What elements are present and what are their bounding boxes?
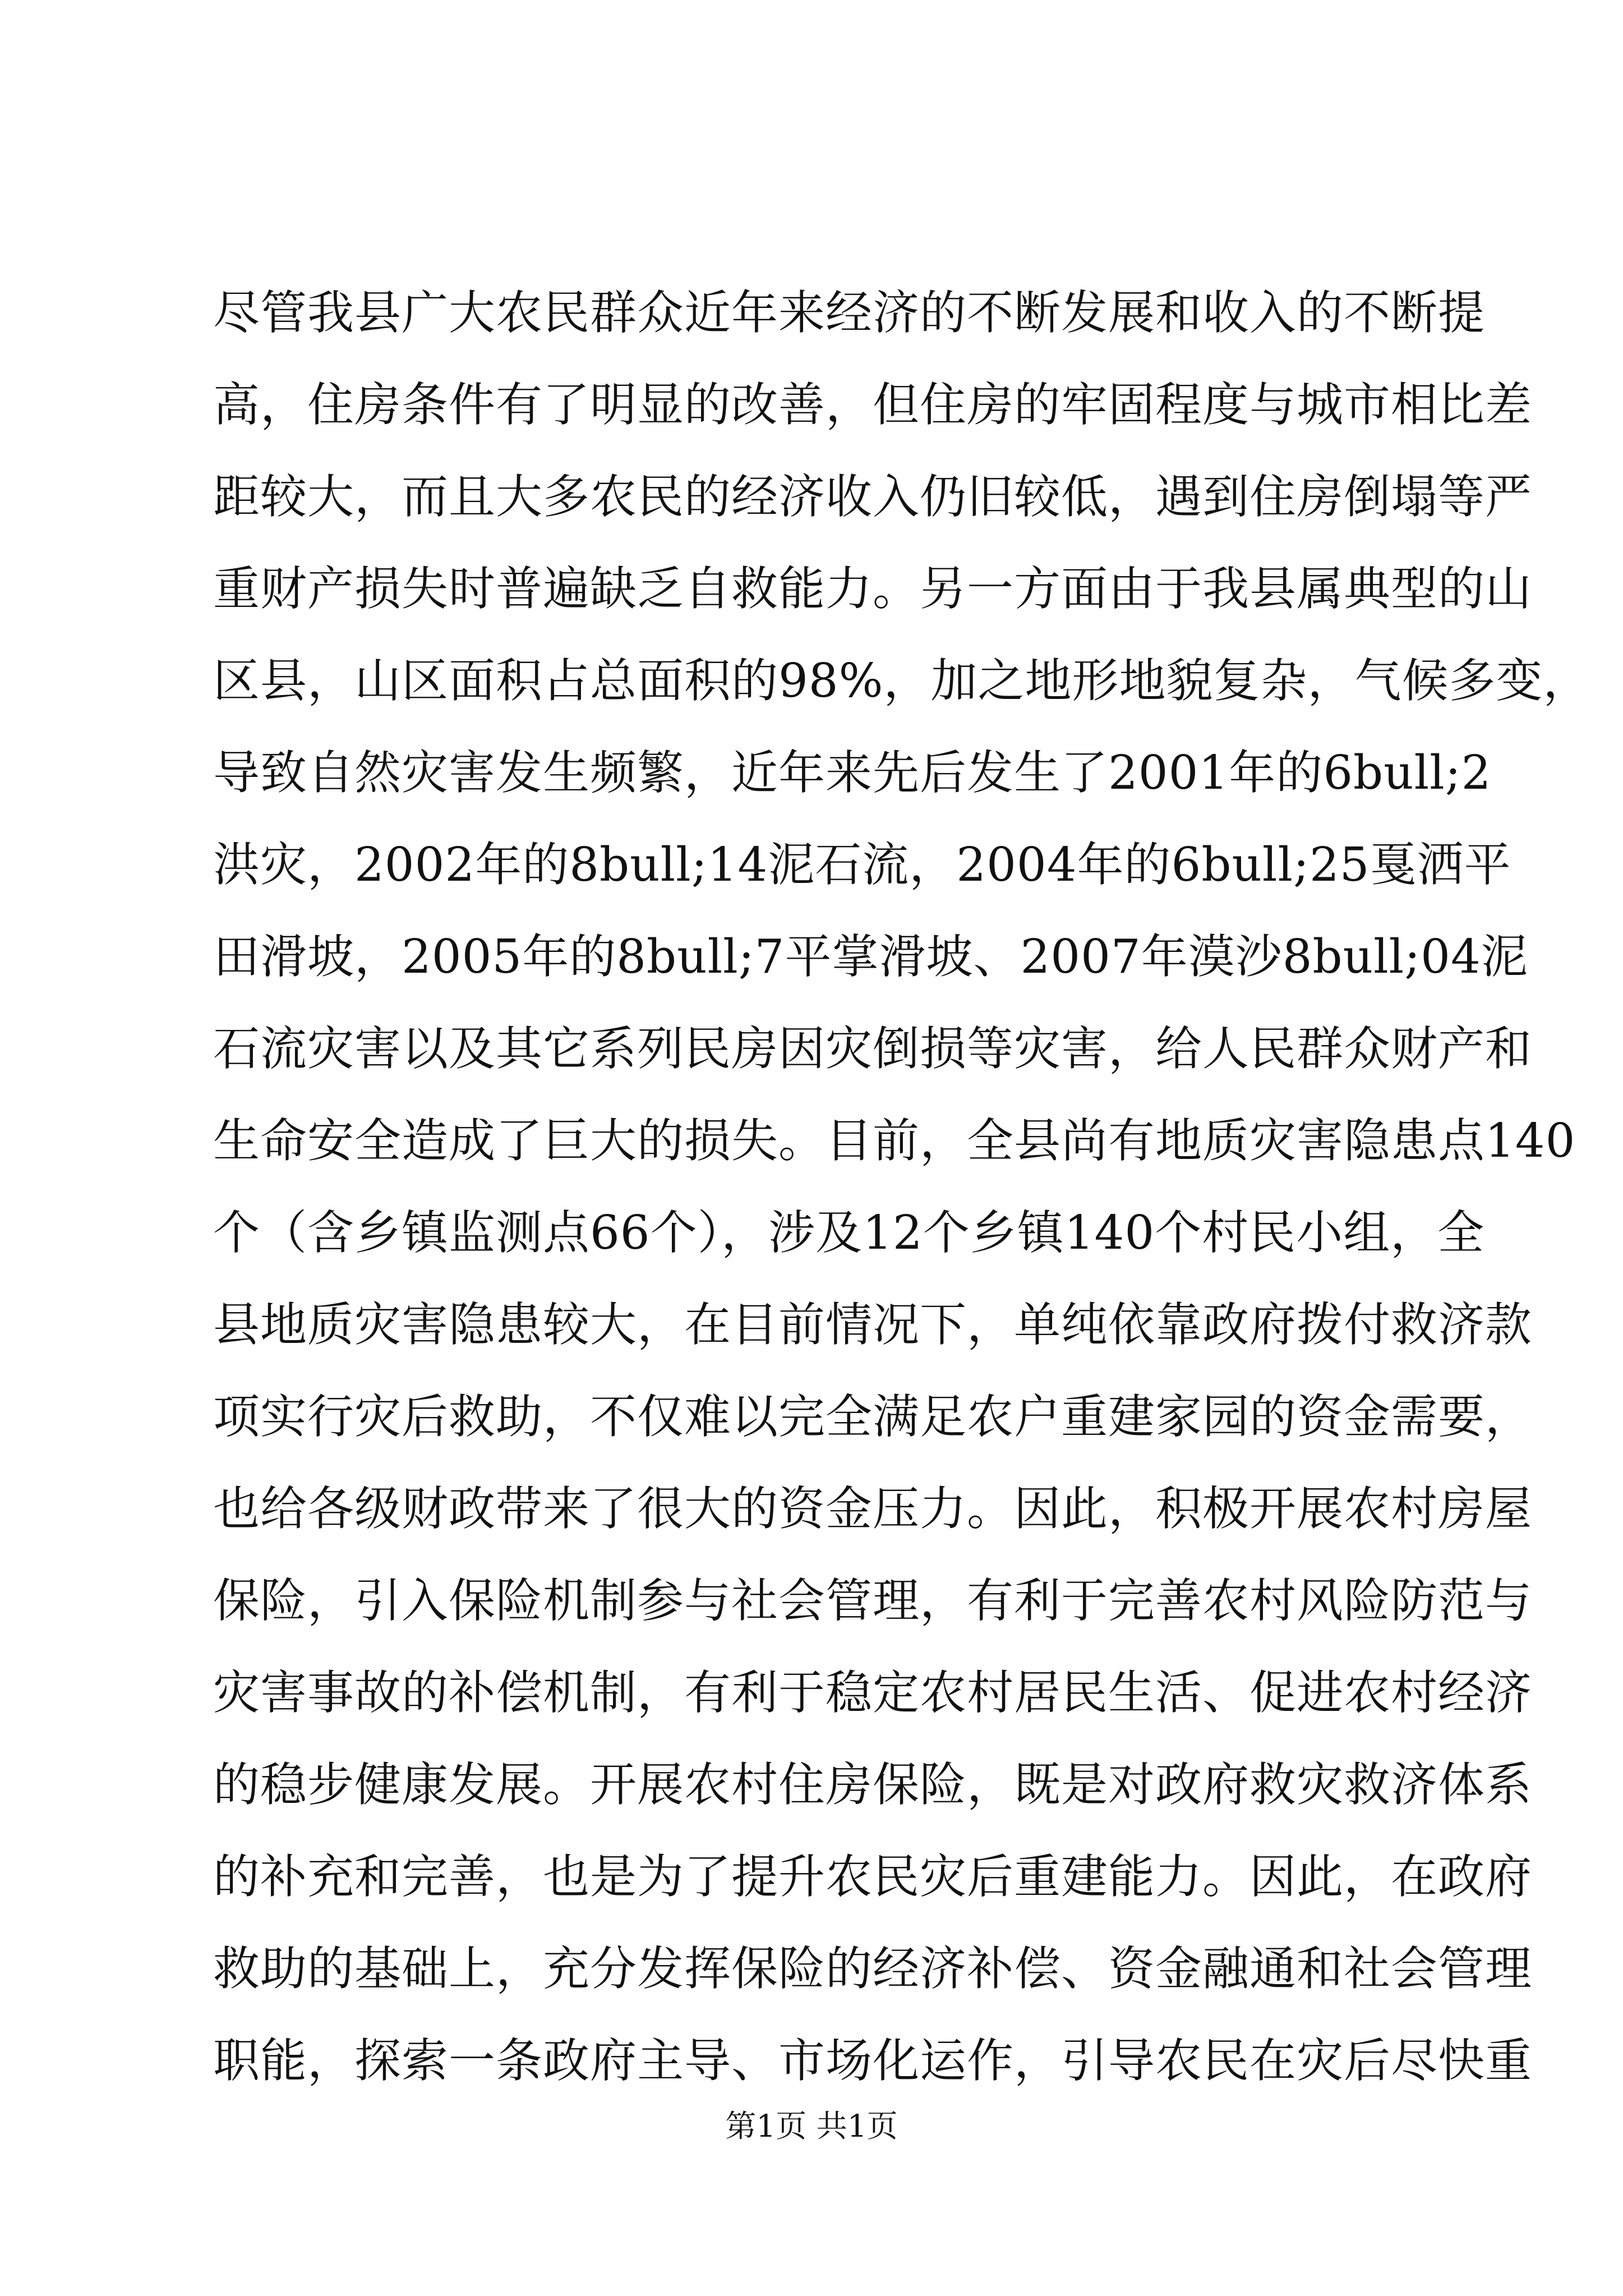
text-line: 石流灾害以及其它系列民房因灾倒损等灾害，给人民群众财产和 [213,1022,1532,1076]
text-line: 导致自然灾害发生频繁，近年来先后发生了2001年的6bull;2 [213,746,1492,800]
text-line: 个（含乡镇监测点66个），涉及12个乡镇140个村民小组，全 [213,1205,1485,1260]
text-line: 县地质灾害隐患较大，在目前情况下，单纯依靠政府拨付救济款 [213,1297,1532,1352]
text-line: 区县，山区面积占总面积的98%，加之地形地貌复杂，气候多变， [213,654,1590,708]
text-line: 保险，引入保险机制参与社会管理，有利于完善农村风险防范与 [213,1573,1532,1628]
text-line: 灾害事故的补偿机制，有利于稳定农村居民生活、促进农村经济 [213,1665,1532,1720]
text-line: 生命安全造成了巨大的损失。目前，全县尚有地质灾害隐患点140 [213,1114,1576,1168]
text-line: 项实行灾后救助，不仅难以完全满足农户重建家园的资金需要， [213,1389,1532,1444]
text-line: 距较大，而且大多农民的经济收入仍旧较低，遇到住房倒塌等严 [213,470,1532,524]
text-line: 救助的基础上，充分发挥保险的经济补偿、资金融通和社会管理 [213,1941,1532,1996]
text-line: 重财产损失时普遍缺乏自救能力。另一方面由于我县属典型的山 [213,562,1532,616]
text-line: 职能，探索一条政府主导、市场化运作，引导农民在灾后尽快重 [213,2033,1532,2088]
text-line: 也给各级财政带来了很大的资金压力。因此，积极开展农村房屋 [213,1481,1532,1536]
page-number-label: 第1页 共1页 [725,2108,898,2144]
text-line: 的稳步健康发展。开展农村住房保险，既是对政府救灾救济体系 [213,1757,1532,1812]
text-line: 洪灾，2002年的8bull;14泥石流，2004年的6bull;25戛洒平 [213,838,1511,892]
text-line: 田滑坡，2005年的8bull;7平掌滑坡、2007年漠沙8bull;04泥 [213,930,1528,984]
text-line: 高，住房条件有了明显的改善，但住房的牢固程度与城市相比差 [213,378,1532,432]
page-footer [0,2106,1623,2146]
text-line: 尽管我县广大农民群众近年来经济的不断发展和收入的不断提 [213,286,1485,340]
body-paragraph [213,267,1590,2107]
text-line: 的补充和完善，也是为了提升农民灾后重建能力。因此，在政府 [213,1849,1532,1904]
